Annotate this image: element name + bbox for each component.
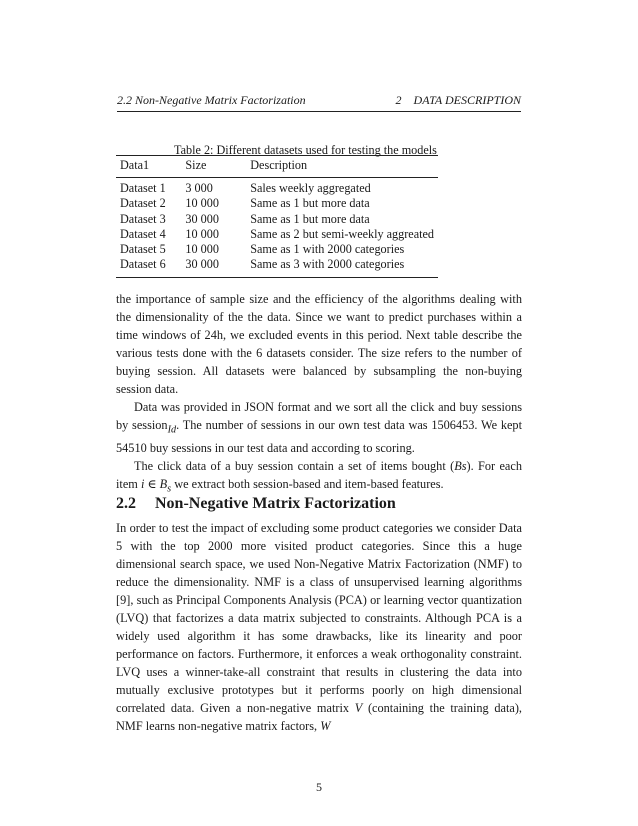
math-bs: Bs (454, 459, 467, 474)
section-title: Non-Negative Matrix Factorization (155, 495, 396, 512)
cell-size: 30 000 (185, 257, 219, 272)
paragraph-text: Data was provided in JSON format and we sort all the click and buy sessions by session (116, 400, 522, 432)
paragraph (116, 457, 522, 498)
running-head-section: 2.2 Non-Negative Matrix Factorization (117, 93, 306, 107)
cell-size: 3 000 (185, 181, 213, 195)
table-row (116, 227, 438, 242)
cell-size: 30 000 (185, 211, 219, 226)
paragraph: the importance of sample size and the efficiency of the algorithms dealing with the dimensionality of the the data. Since we want to predict purchases within a time windows of 24h, we excluded events in this period. Next table describe the various tests done with the 6 datasets consider. The size refers to the number of buying session. All datasets were balanced by subsampling the non-buying session data. (116, 292, 522, 396)
table-row (116, 257, 438, 277)
math-v: V (354, 701, 363, 715)
paragraph-text: In order to test the impact of excluding some product categories we consider Data 5 with the top 2000 more visited product categories. Since this a huge dimensional search space, we used Non-Negative Matrix Factorization (NMF) to reduce the dimensionality. NMF is a class of unsupervised learning algorithms [9], such as Principal Components Analysis (PCA) or learning vector quantization (LVQ) that factorizes a data matrix subjected to constraints. Although PCA is a widely used algorithm it has some drawbacks, like its linearity and poor performance on factors. Furthermore, it enforces a weak orthogonality constraint. LVQ uses a winner-take-all constraint that results in clustering the data into mutually exclusive prototypes but it performs poorly on high dimensional correlated data. Given a non-negative matrix (116, 521, 522, 715)
paragraph-text: we extract both session-based and item-based features. (171, 477, 444, 492)
paragraph-text: The click data of a buy session contain a set of items bought ( (134, 459, 455, 474)
section-number: 2.2 (116, 495, 136, 512)
cell-size: 10 000 (185, 196, 219, 211)
running-head-chapter-title: DATA DESCRIPTION (413, 93, 521, 107)
body-text-section (116, 519, 522, 735)
math-i: i (140, 477, 145, 492)
cell-description: Same as 2 but semi-weekly aggreated (250, 226, 434, 241)
cell-size: 10 000 (185, 226, 219, 241)
column-header-size: Size (185, 158, 207, 172)
paragraph-text: (containing the training data), NMF learns non-negative matrix factors, (116, 701, 522, 733)
datasets-table (116, 155, 438, 278)
paragraph-text: ). For each item (116, 459, 522, 492)
cell-dataset: Dataset 6 (120, 257, 166, 272)
paragraph-text: . The number of sessions in our own test data was 1506453. We kept 54510 buy sessions in our test data and according to scoring. (116, 418, 523, 456)
running-head-chapter (396, 93, 521, 108)
cell-dataset: Dataset 1 (120, 181, 166, 195)
table-row (116, 242, 438, 257)
table-caption: Table 2: Different datasets used for testing the models (174, 143, 437, 157)
column-header-data: Data1 (120, 158, 150, 172)
table-row (116, 178, 438, 197)
math-subscript-s: s (167, 483, 172, 495)
cell-description: Same as 1 with 2000 categories (250, 242, 405, 257)
body-text-upper (116, 290, 522, 499)
table-row (116, 196, 438, 211)
cell-dataset: Dataset 2 (120, 196, 166, 211)
table-header-row (116, 156, 438, 178)
running-head (117, 93, 521, 112)
cell-size: 10 000 (185, 242, 219, 257)
cell-description: Same as 1 but more data (250, 211, 370, 226)
column-header-description: Description (250, 158, 308, 172)
cell-description: Same as 3 with 2000 categories (250, 257, 405, 272)
math-b: B (159, 477, 168, 492)
subscript-id: Id (167, 424, 177, 436)
cell-dataset: Dataset 3 (120, 211, 166, 226)
paragraph (116, 519, 522, 735)
table-row (116, 212, 438, 227)
page-number: 5 (316, 780, 322, 794)
cell-description: Same as 1 but more data (250, 196, 370, 211)
cell-description: Sales weekly aggregated (250, 181, 371, 195)
running-head-chapter-number: 2 (395, 93, 402, 107)
paragraph (116, 398, 522, 457)
math-w: W (320, 719, 331, 733)
section-heading (116, 495, 396, 513)
cell-dataset: Dataset 5 (120, 242, 166, 257)
cell-dataset: Dataset 4 (120, 226, 166, 241)
math-element-of: ∈ (144, 477, 160, 492)
